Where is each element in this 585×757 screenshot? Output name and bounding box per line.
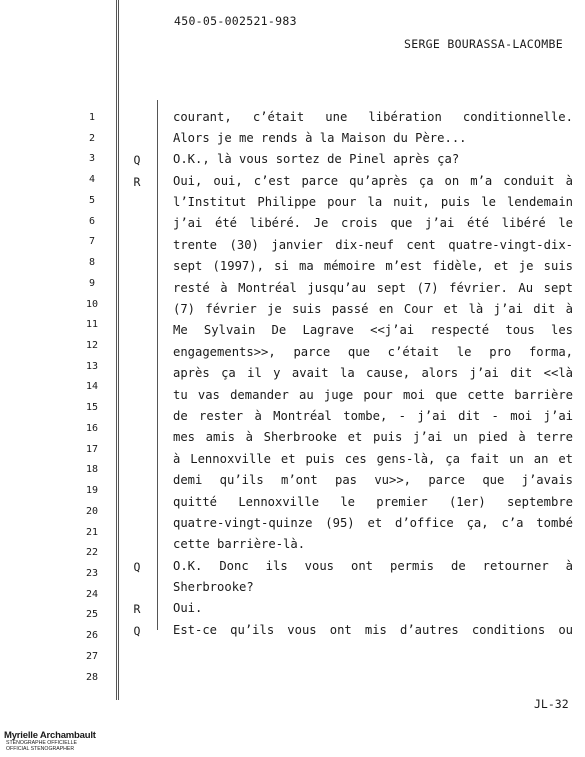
speaker-marker: R [133, 175, 141, 189]
line-number: 3 [88, 153, 96, 164]
left-margin-rule-outer [116, 0, 117, 700]
speaker-marker: R [133, 602, 141, 616]
transcript-line: Oui, oui, c’est parce qu’après ça on m’a conduit à [173, 174, 573, 188]
transcript-line: O.K. Donc ils vous ont permis de retourner à [173, 559, 573, 573]
line-number: 18 [85, 464, 99, 475]
line-number: 21 [85, 527, 99, 538]
transcript-line: Sherbrooke? [173, 580, 254, 594]
transcript-line: demi qu’ils m’ont pas vu>>, parce que j’avais [173, 473, 573, 487]
speaker-marker: Q [133, 153, 141, 167]
transcript-line: Oui. [173, 601, 203, 615]
transcript-line: j’ai été libéré. Je crois que j’ai été libéré le [173, 216, 573, 230]
line-number: 8 [88, 257, 96, 268]
line-number: 10 [85, 299, 99, 310]
line-number: 6 [88, 216, 96, 227]
witness-name-header: SERGE BOURASSA-LACOMBE [404, 37, 563, 51]
left-margin-rule-inner [118, 0, 119, 700]
line-number: 22 [85, 547, 99, 558]
transcript-line: Est-ce qu’ils vous ont mis d’autres conditions ou [173, 623, 573, 637]
document-number: 450-05-002521-983 [174, 14, 297, 28]
transcript-line: à Lennoxville et puis ces gens-là, ça fait un an et [173, 452, 573, 466]
transcript-line: Me Sylvain De Lagrave <<j’ai respecté tous les [173, 323, 573, 337]
line-number: 11 [85, 319, 99, 330]
line-number: 7 [88, 236, 96, 247]
speaker-column-rule [157, 100, 158, 630]
transcript-line: cette barrière-là. [173, 537, 306, 551]
transcript-line: de rester à Montréal tombe, - j’ai dit - moi j’ai [173, 409, 573, 423]
line-number: 9 [88, 278, 96, 289]
speaker-marker: Q [133, 624, 141, 638]
stenographer-logo [4, 730, 96, 753]
line-number: 15 [85, 402, 99, 413]
line-number: 26 [85, 630, 99, 641]
stenographer-title-fr: STÉNOGRAPHE OFFICIELLE [6, 740, 77, 746]
line-number: 24 [85, 589, 99, 600]
line-number: 14 [85, 381, 99, 392]
line-number: 23 [85, 568, 99, 579]
line-number: 2 [88, 133, 96, 144]
line-number: 28 [85, 672, 99, 683]
line-number: 20 [85, 506, 99, 517]
transcript-line: quitté Lennoxville le premier (1er) septembre [173, 495, 573, 509]
transcript-line: (7) février je suis passé en Cour et là j’ai dit à [173, 302, 573, 316]
stenographer-title-en: OFFICIAL STENOGRAPHER [6, 745, 75, 752]
transcript-line: O.K., là vous sortez de Pinel après ça? [173, 152, 460, 166]
transcript-line: Alors je me rends à la Maison du Père... [173, 131, 467, 145]
line-number: 19 [85, 485, 99, 496]
speaker-marker: Q [133, 560, 141, 574]
transcript-line: après ça il y avait la cause, alors j’ai dit <<là [173, 366, 573, 380]
line-number: 13 [85, 361, 99, 372]
transcript-line: courant, c’était une libération conditionnelle. [173, 110, 573, 124]
transcript-line: trente (30) janvier dix-neuf cent quatre-vingt-dix- [173, 238, 573, 252]
transcript-line: l’Institut Philippe pour la nuit, puis le lendemain [173, 195, 573, 209]
transcript-line: mes amis à Sherbrooke et puis j’ai un pied à terre [173, 430, 573, 444]
transcript-line: resté à Montréal jusqu’au sept (7) février. Au sept [173, 281, 573, 295]
transcript-line: sept (1997), si ma mémoire m’est fidèle, et je suis [173, 259, 573, 273]
line-number: 5 [88, 195, 96, 206]
line-number: 1 [88, 112, 96, 123]
line-number: 4 [88, 174, 96, 185]
transcript-line: quatre-vingt-quinze (95) et d’office ça, c’a tombé [173, 516, 573, 530]
transcript-line: engagements>>, parce que c’était le pro forma, [173, 345, 573, 359]
page-code: JL-32 [534, 697, 569, 711]
line-number: 16 [85, 423, 99, 434]
line-number: 27 [85, 651, 99, 662]
line-number: 25 [85, 609, 99, 620]
line-number: 12 [85, 340, 99, 351]
line-number: 17 [85, 444, 99, 455]
transcript-line: tu vas demander au juge pour moi que cette barrière [173, 388, 573, 402]
stenographer-name: Myrielle Archambault [4, 730, 96, 741]
